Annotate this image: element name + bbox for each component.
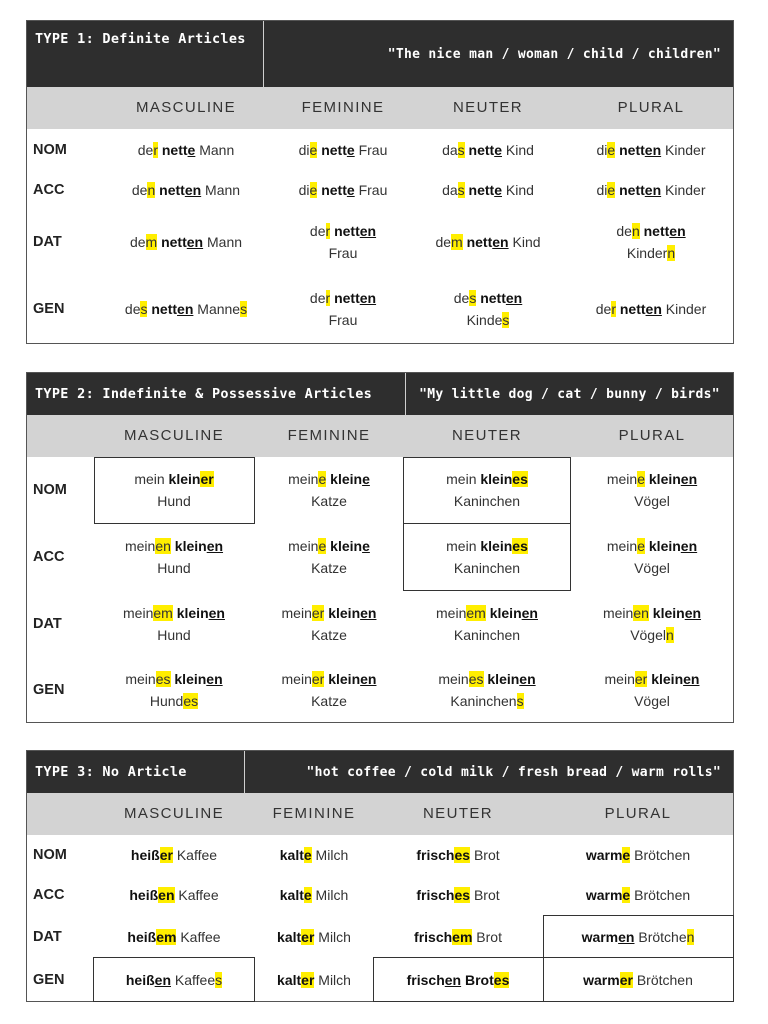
cell-text: die netten Kinder: [596, 142, 706, 158]
table-type3: [26, 750, 734, 1002]
cell-text: den netten Mann: [131, 182, 241, 198]
cell: [93, 657, 255, 723]
cell-text: die netten Kinder: [596, 182, 706, 198]
cell: [569, 171, 733, 209]
cell: [93, 523, 255, 591]
cell-text: der netten Frau: [309, 290, 377, 328]
table-row: [27, 591, 733, 657]
column-feminine: FEMININE: [301, 99, 385, 116]
table-row: [27, 209, 733, 275]
cell: [255, 835, 373, 875]
column-masculine: MASCULINE: [123, 427, 225, 444]
row-label: DAT: [33, 616, 62, 632]
column-masculine: MASCULINE: [135, 99, 237, 116]
cell: [93, 959, 255, 1001]
cell: [279, 275, 407, 343]
cell: [543, 959, 733, 1001]
row-label: NOM: [33, 142, 67, 158]
cell: [543, 875, 733, 915]
cell: [403, 523, 571, 591]
cell-text: meiner kleinen Katze: [281, 671, 377, 709]
cell-text: dem netten Mann: [129, 234, 243, 250]
row-label: GEN: [33, 972, 65, 988]
cell-text: meine kleinen Vögel: [606, 538, 698, 576]
table-row: [27, 835, 733, 875]
table-header: [27, 751, 733, 793]
cell: [93, 129, 279, 171]
cell: [407, 129, 569, 171]
cell-text: meines kleinen Kaninchens: [438, 671, 536, 709]
cell-text: kalter Milch: [277, 972, 351, 988]
cell-text: das nette Kind: [442, 142, 534, 158]
cell-text: meine kleinen Vögel: [606, 471, 698, 509]
column-headers: [27, 415, 733, 457]
cell-text: der netten Kinder: [595, 301, 707, 317]
cell: [93, 209, 279, 275]
cell-text: meinen kleinen Hund: [124, 538, 224, 576]
cell: [373, 835, 543, 875]
table-row: [27, 275, 733, 343]
cell: [93, 171, 279, 209]
cell: [571, 657, 733, 723]
row-label: DAT: [33, 234, 62, 250]
cell-text: kalter Milch: [277, 929, 351, 945]
cell-text: warme Brötchen: [585, 887, 691, 903]
cell: [571, 457, 733, 523]
cell: [255, 875, 373, 915]
column-feminine: FEMININE: [272, 805, 356, 822]
cell: [571, 523, 733, 591]
table-title: TYPE 2: Indefinite & Possessive Articles: [35, 386, 373, 402]
column-masculine: MASCULINE: [123, 805, 225, 822]
column-neuter: NEUTER: [452, 99, 524, 116]
column-neuter: NEUTER: [422, 805, 494, 822]
column-headers: [27, 87, 733, 129]
table-type1: [26, 20, 734, 344]
cell-text: die nette Frau: [298, 142, 388, 158]
cell: [279, 209, 407, 275]
table-row: [27, 875, 733, 915]
cell-text: der netten Frau: [309, 223, 377, 261]
cell: [93, 835, 255, 875]
cell-text: heißen Kaffees: [125, 972, 223, 988]
cell-text: meinem kleinen Kaninchen: [436, 605, 538, 643]
cell: [93, 275, 279, 343]
cell-text: heißem Kaffee: [127, 929, 221, 945]
cell: [407, 171, 569, 209]
cell-text: meinen kleinen Vögeln: [602, 605, 702, 643]
table-title: TYPE 1: Definite Articles: [35, 31, 246, 47]
cell: [543, 835, 733, 875]
cell: [93, 875, 255, 915]
cell-text: der nette Mann: [137, 142, 235, 158]
cell: [255, 915, 373, 959]
cell-text: heißer Kaffee: [130, 847, 218, 863]
row-label: DAT: [33, 929, 62, 945]
cell-text: des netten Mannes: [124, 301, 248, 317]
table-row: [27, 915, 733, 959]
cell: [569, 209, 733, 275]
cell: [403, 591, 571, 657]
table-subtitle: "The nice man / woman / child / children": [387, 46, 721, 62]
table-subtitle: "My little dog / cat / bunny / birds": [419, 386, 720, 402]
cell: [93, 591, 255, 657]
cell-text: warmen Brötchen: [581, 929, 695, 945]
table-row: [27, 171, 733, 209]
cell-text: frisches Brot: [416, 887, 500, 903]
table-title: TYPE 3: No Article: [35, 764, 187, 780]
column-plural: PLURAL: [604, 805, 672, 822]
table-subtitle: "hot coffee / cold milk / fresh bread / warm rolls": [306, 764, 721, 780]
cell: [569, 129, 733, 171]
cell: [403, 657, 571, 723]
cell-text: mein kleines Kaninchen: [446, 538, 528, 576]
cell-text: meines kleinen Hundes: [125, 671, 223, 709]
cell-text: meiner kleinen Vögel: [604, 671, 700, 709]
cell-text: meine kleine Katze: [288, 538, 370, 576]
cell-text: frisches Brot: [416, 847, 500, 863]
table-row: [27, 523, 733, 591]
cell: [373, 915, 543, 959]
cell: [373, 875, 543, 915]
cell: [407, 275, 569, 343]
cell-text: mein kleiner Hund: [134, 471, 214, 509]
cell: [279, 171, 407, 209]
column-plural: PLURAL: [618, 427, 686, 444]
cell-text: des netten Kindes: [453, 290, 523, 328]
row-label: ACC: [33, 182, 65, 198]
table-type2: [26, 372, 734, 723]
cell: [543, 915, 733, 959]
row-label: ACC: [33, 887, 65, 903]
cell-text: das nette Kind: [442, 182, 534, 198]
row-label: GEN: [33, 301, 65, 317]
row-label: NOM: [33, 847, 67, 863]
cell: [373, 959, 543, 1001]
table-row: [27, 457, 733, 523]
row-label: ACC: [33, 549, 65, 565]
cell: [403, 457, 571, 523]
cell-text: mein kleines Kaninchen: [446, 471, 528, 509]
row-label: NOM: [33, 482, 67, 498]
cell: [93, 457, 255, 523]
cell: [255, 457, 403, 523]
cell-text: meine kleine Katze: [288, 471, 370, 509]
cell: [93, 915, 255, 959]
cell: [255, 591, 403, 657]
cell-text: frischen Brotes: [406, 972, 510, 988]
cell: [571, 591, 733, 657]
cell-text: meiner kleinen Katze: [281, 605, 377, 643]
cell-text: warmer Brötchen: [583, 972, 693, 988]
cell-text: meinem kleinen Hund: [123, 605, 225, 643]
table-header: [27, 21, 733, 87]
cell: [255, 657, 403, 723]
column-neuter: NEUTER: [451, 427, 523, 444]
cell-text: warme Brötchen: [585, 847, 691, 863]
table-row: [27, 129, 733, 171]
cell-text: den netten Kindern: [616, 223, 686, 261]
cell: [255, 959, 373, 1001]
cell-text: heißen Kaffee: [129, 887, 219, 903]
column-headers: [27, 793, 733, 835]
cell: [279, 129, 407, 171]
column-feminine: FEMININE: [287, 427, 371, 444]
cell: [569, 275, 733, 343]
table-row: [27, 657, 733, 723]
cell-text: kalte Milch: [279, 887, 349, 903]
cell-text: kalte Milch: [279, 847, 349, 863]
cell-text: die nette Frau: [298, 182, 388, 198]
cell: [255, 523, 403, 591]
table-header: [27, 373, 733, 415]
cell-text: dem netten Kind: [435, 234, 541, 250]
cell: [407, 209, 569, 275]
column-plural: PLURAL: [617, 99, 685, 116]
table-row: [27, 959, 733, 1001]
row-label: GEN: [33, 682, 65, 698]
cell-text: frischem Brot: [414, 929, 502, 945]
